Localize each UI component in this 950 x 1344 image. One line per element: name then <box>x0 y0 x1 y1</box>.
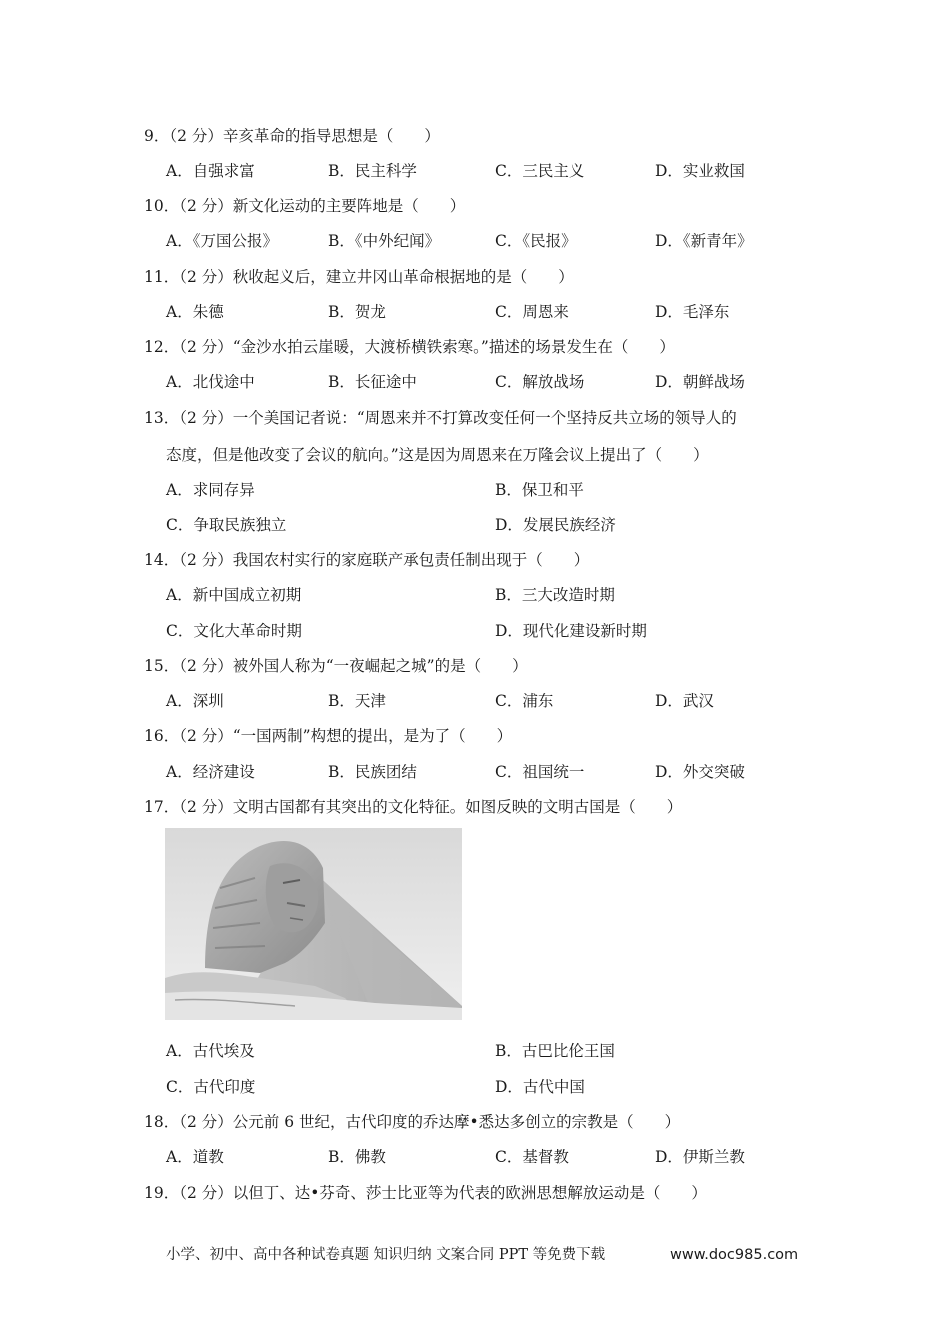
question-18-stem: 18．（2 分）公元前 6 世纪，古代印度的乔达摩•悉达多创立的宗教是（ ） <box>144 1113 681 1131</box>
q12-option-b: B．长征途中 <box>328 373 417 391</box>
q9-option-c: C．三民主义 <box>495 162 585 180</box>
sphinx-pyramid-image <box>165 828 462 1020</box>
question-12-stem: 12．（2 分）“金沙水拍云崖暖，大渡桥横铁索寒。”描述的场景发生在（ ） <box>144 338 675 356</box>
q10-option-a: A．《万国公报》 <box>166 232 278 250</box>
q15-option-b: B．天津 <box>328 692 386 710</box>
q14-option-a: A．新中国成立初期 <box>166 586 302 604</box>
q16-option-b: B．民族团结 <box>328 763 417 781</box>
q17-option-b: B．古巴比伦王国 <box>495 1042 615 1060</box>
q15-option-a: A．深圳 <box>166 692 224 710</box>
q15-option-c: C．浦东 <box>495 692 554 710</box>
q14-option-c: C．文化大革命时期 <box>166 622 302 640</box>
q18-option-c: C．基督教 <box>495 1148 569 1166</box>
q15-option-d: D．武汉 <box>655 692 714 710</box>
q9-option-a: A．自强求富 <box>166 162 255 180</box>
footer-text: 小学、初中、高中各种试卷真题 知识归纳 文案合同 PPT 等免费下载 <box>166 1247 606 1263</box>
q11-option-b: B．贺龙 <box>328 303 386 321</box>
q13-option-d: D．发展民族经济 <box>495 516 616 534</box>
q14-option-d: D．现代化建设新时期 <box>495 622 647 640</box>
q16-option-a: A．经济建设 <box>166 763 255 781</box>
q16-option-d: D．外交突破 <box>655 763 745 781</box>
question-13-stem: 13．（2 分）一个美国记者说：“周恩来并不打算改变任何一个坚持反共立场的领导人的 <box>144 409 737 427</box>
question-11-stem: 11．（2 分）秋收起义后，建立井冈山革命根据地的是（ ） <box>144 268 574 286</box>
q12-option-c: C．解放战场 <box>495 373 585 391</box>
q13-option-a: A．求同存异 <box>166 481 255 499</box>
q10-option-b: B．《中外纪闻》 <box>328 232 441 250</box>
q14-option-b: B．三大改造时期 <box>495 586 615 604</box>
question-13-stem-continued: 态度，但是他改变了会议的航向。”这是因为周恩来在万隆会议上提出了（ ） <box>166 446 709 464</box>
q17-option-d: D．古代中国 <box>495 1078 585 1096</box>
question-10-stem: 10．（2 分）新文化运动的主要阵地是（ ） <box>144 197 466 215</box>
question-9-stem: 9．（2 分）辛亥革命的指导思想是（ ） <box>144 127 440 145</box>
q13-option-c: C．争取民族独立 <box>166 516 287 534</box>
q10-option-c: C．《民报》 <box>495 232 577 250</box>
q18-option-b: B．佛教 <box>328 1148 386 1166</box>
question-19-stem: 19．（2 分）以但丁、达•芬奇、莎士比亚等为代表的欧洲思想解放运动是（ ） <box>144 1184 707 1202</box>
q11-option-c: C．周恩来 <box>495 303 569 321</box>
q11-option-a: A．朱德 <box>166 303 224 321</box>
q18-option-d: D．伊斯兰教 <box>655 1148 745 1166</box>
question-17-stem: 17．（2 分）文明古国都有其突出的文化特征。如图反映的文明古国是（ ） <box>144 798 683 816</box>
q9-option-b: B．民主科学 <box>328 162 417 180</box>
footer-url[interactable]: www.doc985.com <box>670 1247 799 1263</box>
q11-option-d: D．毛泽东 <box>655 303 730 321</box>
q18-option-a: A．道教 <box>166 1148 224 1166</box>
question-15-stem: 15．（2 分）被外国人称为“一夜崛起之城”的是（ ） <box>144 657 528 675</box>
q13-option-b: B．保卫和平 <box>495 481 584 499</box>
q17-option-a: A．古代埃及 <box>166 1042 255 1060</box>
q12-option-a: A．北伐途中 <box>166 373 255 391</box>
q17-option-c: C．古代印度 <box>166 1078 256 1096</box>
q12-option-d: D．朝鲜战场 <box>655 373 745 391</box>
question-14-stem: 14．（2 分）我国农村实行的家庭联产承包责任制出现于（ ） <box>144 551 590 569</box>
question-16-stem: 16．（2 分）“一国两制”构想的提出，是为了（ ） <box>144 727 513 745</box>
q9-option-d: D．实业救国 <box>655 162 745 180</box>
q10-option-d: D．《新青年》 <box>655 232 753 250</box>
q16-option-c: C．祖国统一 <box>495 763 585 781</box>
